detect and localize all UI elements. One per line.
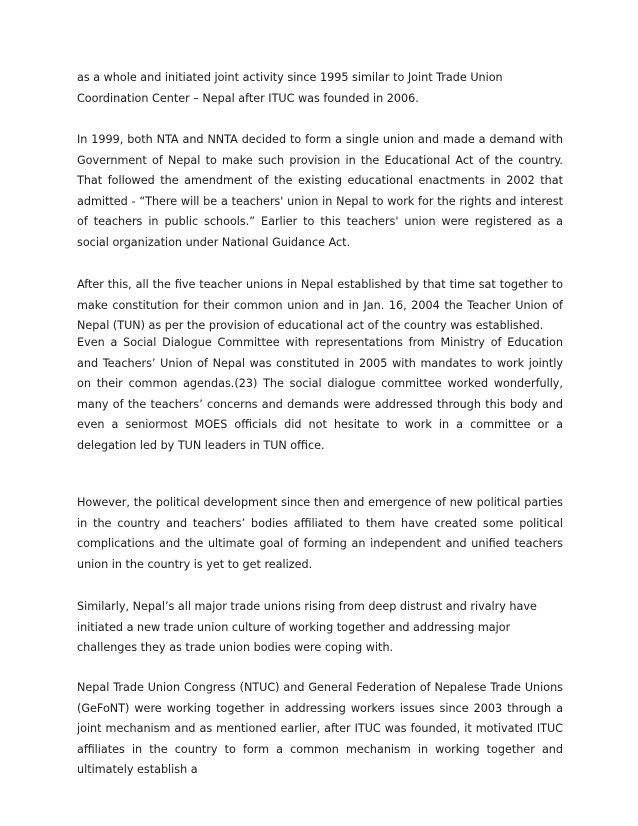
paragraph-trade-union-culture: Similarly, Nepal’s all major trade unions rising from deep distrust and rivalry have initiated a new trade union culture of working together and addressing major challenges they as trade union bodies were coping with. [77, 600, 537, 655]
paragraph-political-development: However, the political development since then and emergence of new political parties in the country and teachers’ bodies affiliated to them have created some political complications and the ultimate goal of forming an independent and unified teachers union in the country is yet to get realized. [77, 496, 563, 571]
paragraph-tun-established: After this, all the five teacher unions in Nepal established by that time sat together to make constitution for their common union and in Jan. 16, 2004 the Teacher Union of Nepal (TUN) as per the provision of educational act of the country was established. [77, 278, 563, 333]
paragraph-joint-activity: as a whole and initiated joint activity since 1995 similar to Joint Trade Union Coordination Center – Nepal after ITUC was founded in 2006. [77, 71, 503, 105]
paragraph-nta-nnta-union: In 1999, both NTA and NNTA decided to form a single union and made a demand with Government of Nepal to make such provision in the Educational Act of the country. That followed the amendment of the existing educational enactments in 2002 that admitted - “There will be a teachers' union in Nepal to work for the rights and interest of teachers in public schools.” Earlier to this teachers' union were registered as a social organization under National Guidance Act. [77, 133, 563, 249]
paragraph-ntuc-gefont: Nepal Trade Union Congress (NTUC) and General Federation of Nepalese Trade Unions (GeFoNT) were working together in addressing workers issues since 2003 through a joint mechanism and as mentioned earlier, after ITUC was founded, it motivated ITUC affiliates in the country to form a common mechanism in working together and ultimately establish a [77, 681, 563, 777]
paragraph-social-dialogue-committee: Even a Social Dialogue Committee with representations from Ministry of Education and Teachers’ Union of Nepal was constituted in 2005 with mandates to work jointly on their common agendas.(23) The social dialogue committee worked wonderfully, many of the teachers’ concerns and demands were addressed through this body and even a seniormost MOES officials did not hesitate to work in a committee or a delegation led by TUN leaders in TUN office. [77, 336, 563, 452]
